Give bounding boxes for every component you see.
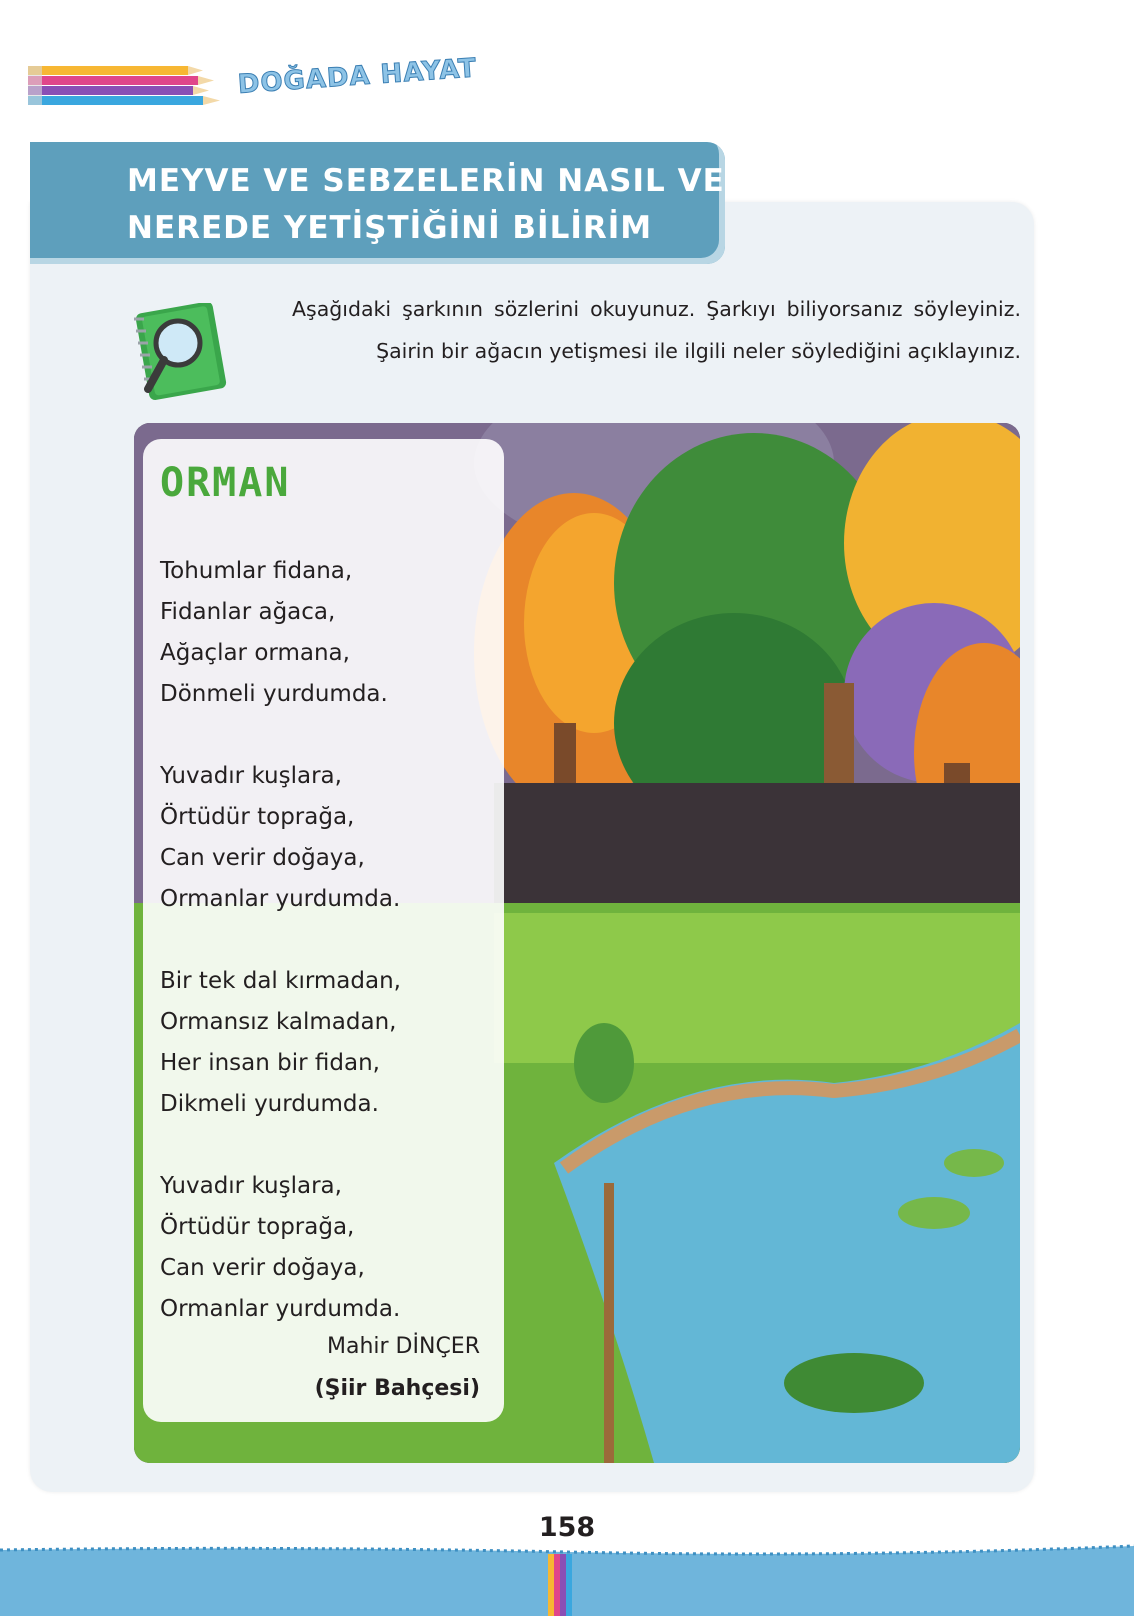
- notebook-magnifier-icon: [128, 303, 232, 405]
- poem-line: Ormansız kalmadan,: [160, 1009, 397, 1035]
- poem-body: [160, 551, 401, 1330]
- poem-line: Ağaçlar ormana,: [160, 640, 350, 666]
- poem-line: Her insan bir fidan,: [160, 1050, 380, 1076]
- poem-source: (Şiir Bahçesi): [314, 1376, 480, 1401]
- section-heading-line-1: MEYVE VE SEBZELERİN NASIL VE: [127, 163, 725, 199]
- poem-line: Tohumlar fidana,: [160, 558, 353, 584]
- poem-title: ORMAN: [160, 460, 291, 506]
- poem-line: Dönmeli yurdumda.: [160, 681, 388, 707]
- poem-line: Bir tek dal kırmadan,: [160, 968, 401, 994]
- page-number: 158: [538, 1512, 596, 1543]
- poem-line: Can verir doğaya,: [160, 845, 365, 871]
- poem-line: Örtüdür toprağa,: [160, 1214, 355, 1240]
- poem-line: Dikmeli yurdumda.: [160, 1091, 379, 1117]
- poem-line: Yuvadır kuşlara,: [160, 1173, 342, 1199]
- poem-line: Yuvadır kuşlara,: [160, 763, 342, 789]
- poem-line: Ormanlar yurdumda.: [160, 1296, 401, 1322]
- poem-line: Fidanlar ağaca,: [160, 599, 336, 625]
- poem-line: Örtüdür toprağa,: [160, 804, 355, 830]
- section-heading-line-2: NEREDE YETİŞTİĞİNİ BİLİRİM: [127, 210, 653, 246]
- instruction-text: Aşağıdaki şarkının sözlerini okuyunuz. Şarkıyı biliyorsanız söyleyiniz. Şairin bir ağacın yetişmesi ile ilgili neler söylediğini açıklayınız.: [292, 297, 1021, 363]
- poem-line: Can verir doğaya,: [160, 1255, 365, 1281]
- pencils-icon: [28, 64, 223, 108]
- poem-author: Mahir DİNÇER: [327, 1334, 480, 1359]
- unit-title: DOĞADA HAYAT: [236, 53, 478, 100]
- poem-line: Ormanlar yurdumda.: [160, 886, 401, 912]
- section-heading: [127, 158, 727, 252]
